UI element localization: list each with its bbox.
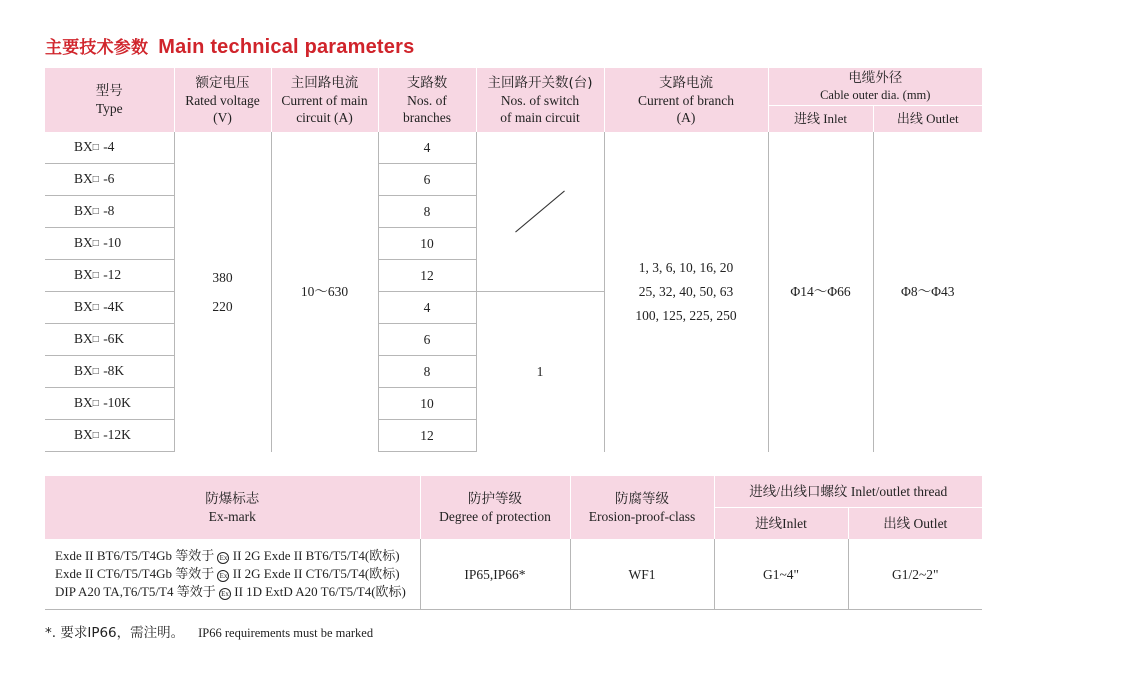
type-cell: BX□ -4K: [45, 292, 174, 324]
header-type: 型号 Type: [95, 83, 123, 116]
footnote-cn: *. 要求IP66，需注明。: [45, 625, 185, 641]
main-switch-cell-none: [476, 132, 604, 292]
header-thread-outlet: 出线 Outlet: [848, 508, 982, 540]
header-cable: 电缆外径 Cable outer dia. (mm): [768, 68, 982, 106]
branches-cell: 6: [378, 324, 476, 356]
header-main-switch: 主回路开关数(台) Nos. of switch of main circuit: [476, 68, 604, 132]
erosion-cell: WF1: [570, 539, 714, 610]
footnote-en: IP66 requirements must be marked: [198, 626, 374, 640]
type-cell: BX□ -10: [45, 228, 174, 260]
table-row: [45, 539, 982, 610]
header-main-current: 主回路电流 Current of main circuit (A): [271, 68, 378, 132]
header-branches: 支路数 Nos. of branches: [378, 68, 476, 132]
branches-cell: 8: [378, 196, 476, 228]
ex-symbol-icon: Ex: [217, 552, 229, 564]
branches-cell: 10: [378, 388, 476, 420]
exmark-line: DIP A20 TA,T6/T5/T4 等效于 Ex II 1D ExtD A20 T6/T5/T4(欧标): [55, 584, 406, 599]
exmark-cell: [45, 539, 420, 610]
exmark-line: Exde II CT6/T5/T4Gb 等效于 Ex II 2G Exde II CT6/T5/T4(欧标): [55, 566, 400, 581]
thread-inlet-cell: G1~4": [714, 539, 848, 610]
ex-symbol-icon: Ex: [217, 570, 229, 582]
main-current-cell: 10～630: [271, 132, 378, 452]
rated-voltage-cell: 380 220: [174, 132, 271, 452]
exmark-table: [45, 476, 982, 610]
outlet-cell: Φ8～Φ43: [873, 132, 982, 452]
type-cell: BX□ -12: [45, 260, 174, 292]
branch-current-cell: 1, 3, 6, 10, 16, 20 25, 32, 40, 50, 63 100, 125, 225, 250: [604, 132, 768, 452]
header-rated-voltage: 额定电压 Rated voltage (V): [174, 68, 271, 132]
type-cell: BX□ -6: [45, 164, 174, 196]
not-applicable-slash: [515, 191, 565, 233]
header-outlet: 出线 Outlet: [873, 106, 982, 133]
type-cell: BX□ -10K: [45, 388, 174, 420]
header-exmark: 防爆标志 Ex-mark: [205, 490, 260, 524]
type-cell: BX□ -4: [45, 132, 174, 164]
branches-cell: 12: [378, 420, 476, 452]
branches-cell: 10: [378, 228, 476, 260]
type-cell: BX□ -8: [45, 196, 174, 228]
table-row: [45, 132, 982, 164]
type-cell: BX□ -12K: [45, 420, 174, 452]
main-switch-cell-k: 1: [476, 292, 604, 452]
footnote: [45, 621, 373, 641]
protection-cell: IP65,IP66*: [420, 539, 570, 610]
branches-cell: 8: [378, 356, 476, 388]
type-cell: BX□ -8K: [45, 356, 174, 388]
header-inlet: 进线 Inlet: [768, 106, 873, 133]
inlet-cell: Φ14～Φ66: [768, 132, 873, 452]
type-cell: BX□ -6K: [45, 324, 174, 356]
exmark-line: Exde II BT6/T5/T4Gb 等效于 Ex II 2G Exde II BT6/T5/T4(欧标): [55, 548, 400, 563]
thread-outlet-cell: G1/2~2": [848, 539, 982, 610]
header-erosion: 防腐等级 Erosion-proof-class: [570, 476, 714, 539]
branches-cell: 4: [378, 292, 476, 324]
branches-cell: 4: [378, 132, 476, 164]
header-protection: 防护等级 Degree of protection: [420, 476, 570, 539]
header-thread: 进线/出线口螺纹 Inlet/outlet thread: [714, 476, 982, 508]
title-en: Main technical parameters: [158, 36, 415, 58]
ex-symbol-icon: Ex: [219, 588, 231, 600]
header-branch-current: 支路电流 Current of branch (A): [604, 68, 768, 132]
page-title: [45, 33, 414, 59]
title-cn: 主要技术参数: [45, 38, 149, 57]
parameters-table: [45, 68, 982, 452]
branches-cell: 6: [378, 164, 476, 196]
header-thread-inlet: 进线Inlet: [714, 508, 848, 540]
branches-cell: 12: [378, 260, 476, 292]
